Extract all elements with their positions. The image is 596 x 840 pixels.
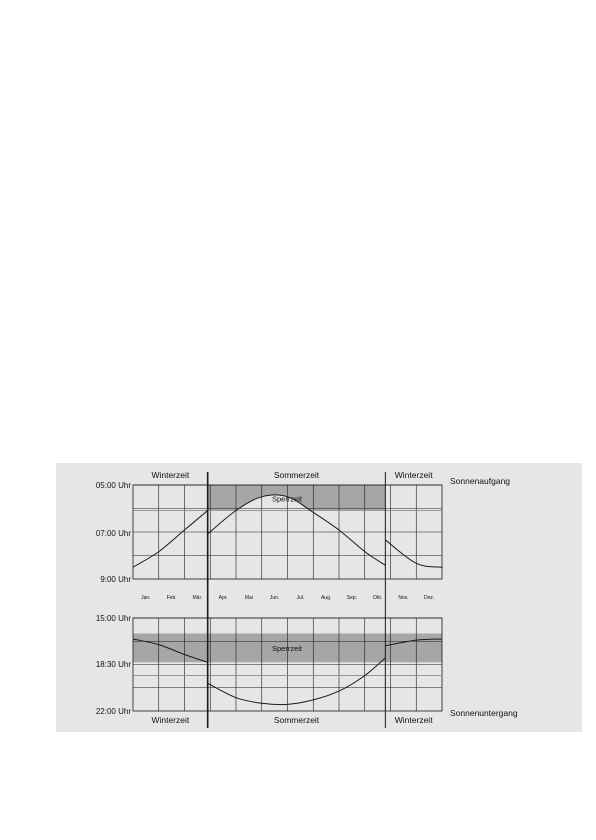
- sunrise-curve: [385, 540, 442, 568]
- month-label: Sep.: [346, 595, 358, 601]
- sunrise-curve: [133, 511, 208, 568]
- sperrzeit-label: Sperrzeit: [271, 643, 303, 653]
- sunrise-side-label: Sonnenaufgang: [450, 476, 511, 486]
- y-tick-label: 07:00 Uhr: [95, 529, 131, 538]
- section-label: Sommerzeit: [273, 715, 320, 725]
- section-label: Winterzeit: [394, 470, 433, 480]
- section-label: Winterzeit: [394, 715, 433, 725]
- month-label: Dez.: [423, 595, 435, 601]
- section-label: Winterzeit: [151, 715, 190, 725]
- y-tick-label: 18:30 Uhr: [95, 660, 131, 669]
- month-label: Apr.: [218, 595, 228, 601]
- y-tick-label: 9:00 Uhr: [100, 575, 131, 584]
- sperrzeit-label: Sperrzeit: [271, 494, 303, 504]
- y-tick-label: 05:00 Uhr: [95, 481, 131, 490]
- sun-times-figure: [56, 463, 582, 732]
- month-label: Jan.: [141, 595, 151, 601]
- month-label: Mär.: [192, 595, 203, 601]
- sun-times-chart: [56, 463, 582, 732]
- y-tick-label: 15:00 Uhr: [95, 614, 131, 623]
- month-label: Jun.: [269, 595, 280, 601]
- month-label: Feb.: [166, 595, 177, 601]
- sunset-side-label: Sonnenuntergang: [450, 708, 518, 718]
- sunset-curve: [208, 658, 386, 705]
- month-label: Mai: [244, 595, 253, 601]
- y-tick-label: 22:00 Uhr: [95, 707, 131, 716]
- section-label: Sommerzeit: [273, 470, 320, 480]
- month-label: Nov.: [398, 595, 409, 601]
- month-label: Jul.: [296, 595, 305, 601]
- month-label: Aug.: [320, 595, 332, 601]
- month-label: Okt.: [373, 595, 383, 601]
- section-label: Winterzeit: [151, 470, 190, 480]
